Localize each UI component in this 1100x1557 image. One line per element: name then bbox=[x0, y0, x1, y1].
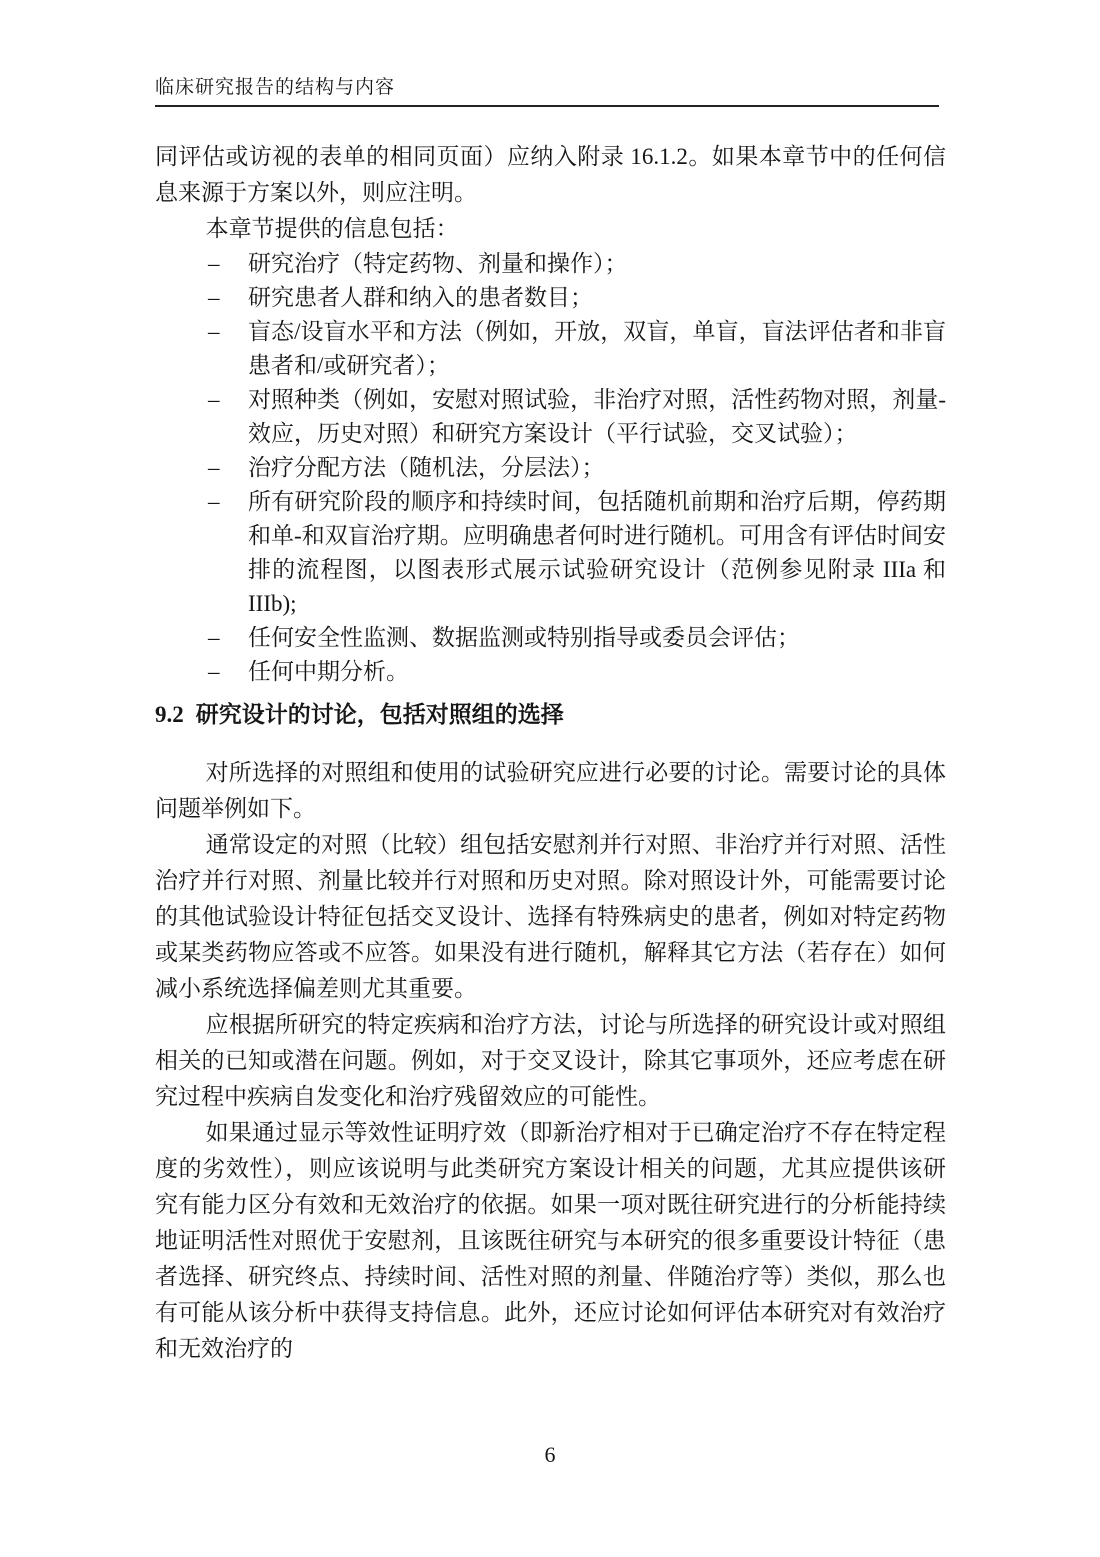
section-number: 9.2 bbox=[155, 702, 184, 727]
continuation-paragraph: 同评估或访视的表单的相同页面）应纳入附录 16.1.2。如果本章节中的任何信息来源于方案以外，则应注明。 bbox=[155, 144, 946, 205]
section-heading bbox=[155, 697, 946, 733]
section-title: 研究设计的讨论，包括对照组的选择 bbox=[195, 702, 564, 727]
list-item bbox=[155, 247, 946, 281]
paragraph: 对所选择的对照组和使用的试验研究应进行必要的讨论。需要讨论的具体问题举例如下。 bbox=[155, 760, 946, 821]
list-item bbox=[155, 655, 946, 689]
list-item bbox=[155, 451, 946, 485]
list-item-text: 任何中期分析。 bbox=[248, 659, 409, 684]
list-item-text: 研究治疗（特定药物、剂量和操作）； bbox=[248, 251, 628, 276]
dash-bullet: – bbox=[208, 455, 220, 480]
dash-bullet: – bbox=[208, 285, 220, 310]
paragraph: 应根据所研究的特定疾病和治疗方法，讨论与所选择的研究设计或对照组相关的已知或潜在问题。例如，对于交叉设计，除其它事项外，还应考虑在研究过程中疾病自发变化和治疗残留效应的可能性。 bbox=[155, 1012, 946, 1109]
list-item-text: 治疗分配方法（随机法，分层法）； bbox=[248, 455, 605, 480]
bulleted-list bbox=[155, 247, 946, 689]
running-header-title: 临床研究报告的结构与内容 bbox=[155, 77, 396, 98]
list-item bbox=[155, 383, 946, 451]
page-body bbox=[155, 139, 946, 1367]
intro-line: 本章节提供的信息包括： bbox=[205, 216, 459, 241]
list-item bbox=[155, 485, 946, 621]
list-item bbox=[155, 315, 946, 383]
list-item-text: 对照种类（例如，安慰对照试验，非治疗对照，活性药物对照，剂量-效应，历史对照）和研究方案设计（平行试验，交叉试验）； bbox=[248, 387, 946, 446]
running-header bbox=[155, 77, 939, 107]
dash-bullet: – bbox=[208, 659, 220, 684]
list-item-text: 任何安全性监测、数据监测或特别指导或委员会评估； bbox=[248, 625, 800, 650]
list-item bbox=[155, 621, 946, 655]
dash-bullet: – bbox=[208, 387, 220, 412]
paragraph: 通常设定的对照（比较）组包括安慰剂并行对照、非治疗并行对照、活性治疗并行对照、剂量比较并行对照和历史对照。除对照设计外，可能需要讨论的其他试验设计特征包括交叉设计、选择有特殊病史的患者，例如对特定药物或某类药物应答或不应答。如果没有进行随机，解释其它方法（若存在）如何减小系统选择偏差则尤其重要。 bbox=[155, 832, 946, 1001]
list-item-text: 研究患者人群和纳入的患者数目； bbox=[248, 285, 593, 310]
list-item-text: 所有研究阶段的顺序和持续时间，包括随机前期和治疗后期，停药期和单-和双盲治疗期。应明确患者何时进行随机。可用含有评估时间安排的流程图，以图表形式展示试验研究设计（范例参见附录 IIIa 和 IIIb); bbox=[248, 489, 946, 616]
list-item bbox=[155, 281, 946, 315]
list-item-text: 盲态/设盲水平和方法（例如，开放，双盲，单盲，盲法评估者和非盲患者和/或研究者）； bbox=[248, 319, 946, 378]
paragraph: 如果通过显示等效性证明疗效（即新治疗相对于已确定治疗不存在特定程度的劣效性），则应该说明与此类研究方案设计相关的问题，尤其应提供该研究有能力区分有效和无效治疗的依据。如果一项对既往研究进行的分析能持续地证明活性对照优于安慰剂，且该既往研究与本研究的很多重要设计特征（患者选择、研究终点、持续时间、活性对照的剂量、伴随治疗等）类似，那么也有可能从该分析中获得支持信息。此外，还应讨论如何评估本研究对有效治疗和无效治疗的 bbox=[155, 1120, 946, 1361]
dash-bullet: – bbox=[208, 251, 220, 276]
dash-bullet: – bbox=[208, 489, 220, 514]
page-number: 6 bbox=[544, 1442, 556, 1467]
dash-bullet: – bbox=[208, 319, 220, 344]
dash-bullet: – bbox=[208, 625, 220, 650]
